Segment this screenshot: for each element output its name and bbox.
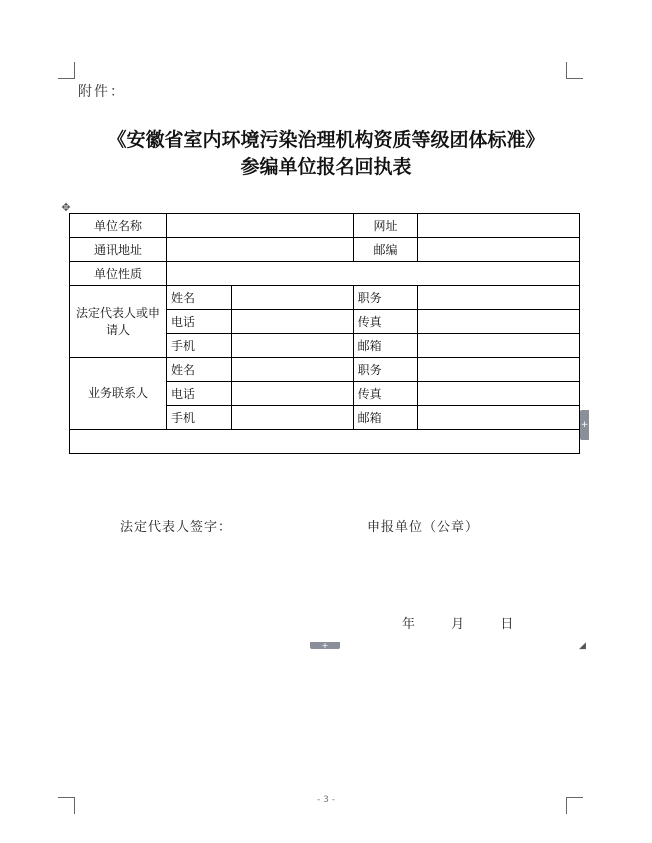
contact-email-field[interactable] [418, 406, 580, 430]
contact-mobile-label: 手机 [166, 406, 231, 430]
day-label: 日 [500, 617, 514, 632]
month-label: 月 [451, 617, 465, 632]
add-row-icon[interactable]: + [310, 642, 340, 649]
corner-mark-top-left [58, 62, 75, 79]
year-label: 年 [402, 617, 416, 632]
address-field[interactable] [166, 238, 353, 262]
reporting-unit-seal-label: 申报单位（公章） [367, 520, 480, 535]
legal-rep-signature-label: 法定代表人签字： [120, 520, 233, 535]
contact-position-label: 职务 [353, 358, 418, 382]
legal-rep-phone-label: 电话 [166, 310, 231, 334]
table-resize-icon[interactable]: ◢ [579, 641, 586, 651]
contact-name-label: 姓名 [166, 358, 231, 382]
legal-rep-fax-field[interactable] [418, 310, 580, 334]
legal-rep-position-field[interactable] [418, 286, 580, 310]
legal-rep-mobile-field[interactable] [231, 334, 353, 358]
contact-name-field[interactable] [231, 358, 353, 382]
legal-rep-email-label: 邮箱 [353, 334, 418, 358]
table-row [70, 286, 580, 310]
table-row [70, 238, 580, 262]
unit-nature-label: 单位性质 [70, 262, 167, 286]
legal-rep-fax-label: 传真 [353, 310, 418, 334]
table-move-icon[interactable]: ✥ [61, 201, 71, 214]
contact-position-field[interactable] [418, 358, 580, 382]
document-subtitle: 参编单位报名回执表 [240, 156, 412, 178]
legal-rep-name-label: 姓名 [166, 286, 231, 310]
legal-rep-name-field[interactable] [231, 286, 353, 310]
table-row [70, 262, 580, 286]
add-column-icon[interactable]: + [580, 410, 589, 440]
unit-name-field[interactable] [166, 214, 353, 238]
legal-rep-position-label: 职务 [353, 286, 418, 310]
page-number: - 3 - [317, 795, 335, 805]
date-line [402, 613, 513, 632]
unit-nature-field[interactable] [166, 262, 579, 286]
table-row [70, 430, 580, 454]
postcode-label: 邮编 [353, 238, 418, 262]
signature-area[interactable] [70, 430, 580, 632]
unit-name-label: 单位名称 [70, 214, 167, 238]
website-label: 网址 [353, 214, 418, 238]
contact-fax-field[interactable] [418, 382, 580, 406]
contact-mobile-field[interactable] [231, 406, 353, 430]
registration-form-table [69, 213, 580, 632]
corner-mark-top-right [566, 62, 583, 79]
legal-rep-label: 法定代表人或申请人 [70, 286, 167, 358]
postcode-field[interactable] [418, 238, 580, 262]
legal-rep-phone-field[interactable] [231, 310, 353, 334]
legal-rep-mobile-label: 手机 [166, 334, 231, 358]
business-contact-label: 业务联系人 [70, 358, 167, 430]
website-field[interactable] [418, 214, 580, 238]
table-row [70, 358, 580, 382]
document-title: 《安徽省室内环境污染治理机构资质等级团体标准》 [107, 129, 545, 151]
contact-fax-label: 传真 [353, 382, 418, 406]
attachment-label: 附件： [78, 84, 126, 100]
contact-phone-label: 电话 [166, 382, 231, 406]
table-row [70, 214, 580, 238]
legal-rep-email-field[interactable] [418, 334, 580, 358]
contact-phone-field[interactable] [231, 382, 353, 406]
contact-email-label: 邮箱 [353, 406, 418, 430]
address-label: 通讯地址 [70, 238, 167, 262]
